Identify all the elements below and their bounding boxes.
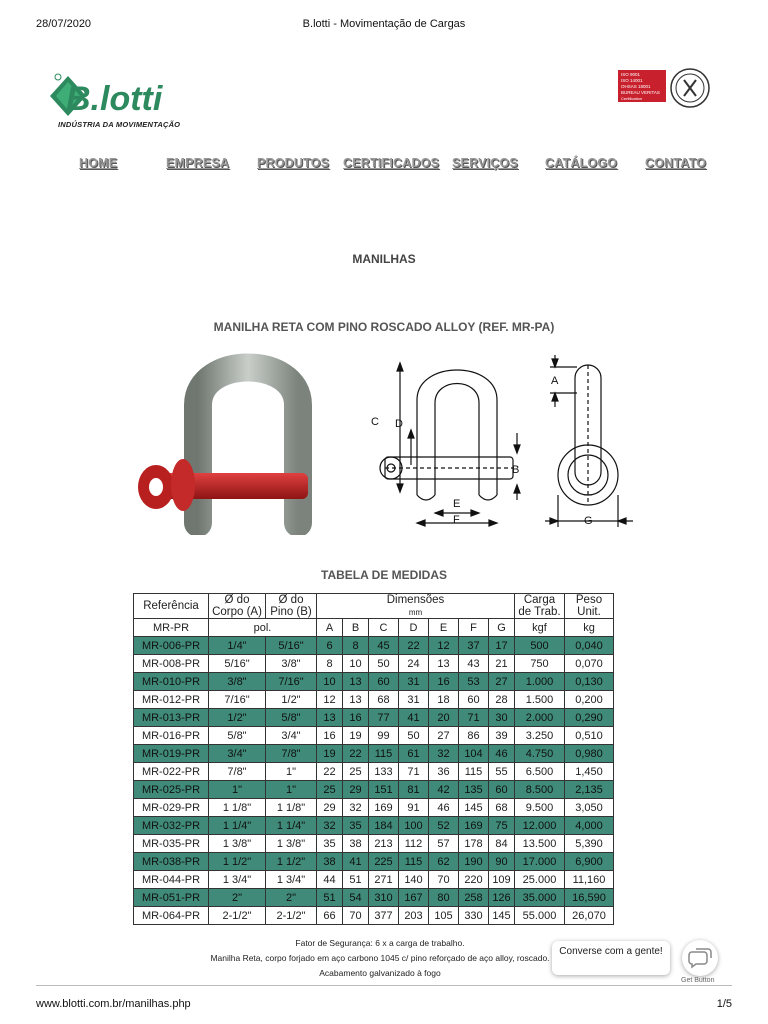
row-cell: 21 (489, 655, 515, 673)
row-cell: 3.250 (515, 727, 565, 745)
row-cell: 66 (317, 907, 343, 925)
chat-bubble[interactable]: Converse com a gente! (552, 941, 670, 975)
table-row (134, 907, 614, 925)
row-cell: 37 (459, 637, 489, 655)
row-cell: 7/8" (209, 763, 266, 781)
row-cell: 70 (343, 907, 369, 925)
row-cell: 377 (369, 907, 399, 925)
row-cell: 62 (429, 853, 459, 871)
row-reference: MR-035-PR (134, 835, 209, 853)
svg-text:ISO 9001: ISO 9001 (621, 72, 641, 77)
svg-text:B: B (512, 464, 520, 476)
nav-certificados[interactable]: CERTIFICADOS (343, 156, 440, 170)
row-cell: 1/2" (266, 691, 317, 709)
header-carga: Carga de Trab. (515, 594, 565, 619)
row-cell: 4,000 (565, 817, 614, 835)
row-cell: 99 (369, 727, 399, 745)
row-cell: 12 (317, 691, 343, 709)
row-cell: 178 (459, 835, 489, 853)
print-date: 28/07/2020 (36, 18, 92, 30)
row-cell: 70 (429, 871, 459, 889)
row-cell: 27 (489, 673, 515, 691)
shackle-dimension-drawing (355, 345, 645, 535)
nav-servicos[interactable]: SERVIÇOS (452, 156, 518, 170)
row-cell: 6 (317, 637, 343, 655)
brand-tagline: INDÚSTRIA DA MOVIMENTAÇÃO (58, 120, 181, 129)
row-cell: 3,050 (565, 799, 614, 817)
svg-text:G: G (584, 515, 593, 527)
shackle-photo (128, 345, 328, 535)
measurements-body (134, 637, 614, 925)
row-cell: 750 (515, 655, 565, 673)
row-cell: 36 (429, 763, 459, 781)
table-row (134, 853, 614, 871)
row-cell: 57 (429, 835, 459, 853)
table-row (134, 745, 614, 763)
row-cell: 35 (317, 835, 343, 853)
row-cell: 61 (399, 745, 429, 763)
row-cell: 10 (317, 673, 343, 691)
table-row (134, 817, 614, 835)
page-title: MANILHAS (352, 252, 416, 266)
row-cell: 25.000 (515, 871, 565, 889)
row-cell: 271 (369, 871, 399, 889)
row-cell: 19 (317, 745, 343, 763)
row-cell: 38 (317, 853, 343, 871)
nav-home[interactable]: HOME (79, 156, 118, 170)
table-row (134, 655, 614, 673)
row-cell: 184 (369, 817, 399, 835)
row-cell: 5/16" (266, 637, 317, 655)
row-cell: 115 (369, 745, 399, 763)
row-cell: 1" (266, 763, 317, 781)
row-reference: MR-025-PR (134, 781, 209, 799)
row-cell: 5/8" (266, 709, 317, 727)
row-reference: MR-038-PR (134, 853, 209, 871)
row-cell: 9.500 (515, 799, 565, 817)
row-cell: 213 (369, 835, 399, 853)
table-row (134, 889, 614, 907)
logo-wordmark: B.lotti (66, 80, 163, 118)
row-cell: 26,070 (565, 907, 614, 925)
row-reference: MR-064-PR (134, 907, 209, 925)
row-cell: 12.000 (515, 817, 565, 835)
row-cell: 100 (399, 817, 429, 835)
row-cell: 330 (459, 907, 489, 925)
row-cell: 80 (429, 889, 459, 907)
row-cell: 0,130 (565, 673, 614, 691)
row-cell: 5/16" (209, 655, 266, 673)
row-cell: 8 (343, 637, 369, 655)
row-reference: MR-051-PR (134, 889, 209, 907)
row-cell: 46 (489, 745, 515, 763)
row-reference: MR-016-PR (134, 727, 209, 745)
row-cell: 16 (343, 709, 369, 727)
row-cell: 0,510 (565, 727, 614, 745)
row-cell: 1 1/8" (209, 799, 266, 817)
note-safety-factor: Fator de Segurança: 6 x a carga de trabalho. (295, 938, 465, 948)
row-cell: 1 1/8" (266, 799, 317, 817)
row-cell: 1 1/2" (266, 853, 317, 871)
row-cell: 28 (489, 691, 515, 709)
row-cell: 54 (343, 889, 369, 907)
row-cell: 145 (459, 799, 489, 817)
table-title: TABELA DE MEDIDAS (321, 568, 447, 582)
certification-badge (618, 68, 718, 112)
row-cell: 32 (343, 799, 369, 817)
row-cell: 310 (369, 889, 399, 907)
row-cell: 3/4" (209, 745, 266, 763)
row-cell: 30 (489, 709, 515, 727)
table-row (134, 673, 614, 691)
row-cell: 91 (399, 799, 429, 817)
print-url: www.blotti.com.br/manilhas.php (36, 998, 191, 1010)
header-pino: Ø do Pino (B) (266, 594, 317, 619)
row-reference: MR-022-PR (134, 763, 209, 781)
row-reference: MR-032-PR (134, 817, 209, 835)
main-nav (36, 156, 732, 176)
row-cell: 115 (399, 853, 429, 871)
row-cell: 39 (489, 727, 515, 745)
print-title: B.lotti - Movimentação de Cargas (302, 18, 466, 30)
note-finish: Acabamento galvanizado à fogo (319, 968, 441, 978)
row-cell: 43 (459, 655, 489, 673)
row-reference: MR-010-PR (134, 673, 209, 691)
row-reference: MR-019-PR (134, 745, 209, 763)
row-cell: 12 (429, 637, 459, 655)
nav-empresa[interactable]: EMPRESA (166, 156, 230, 170)
row-cell: 16 (317, 727, 343, 745)
row-cell: 16,590 (565, 889, 614, 907)
row-cell: 140 (399, 871, 429, 889)
row-cell: 105 (429, 907, 459, 925)
row-cell: 0,980 (565, 745, 614, 763)
table-row (134, 691, 614, 709)
row-cell: 1 3/4" (266, 871, 317, 889)
header-corpo: Ø do Corpo (A) (209, 594, 266, 619)
header-referencia: Referência (134, 594, 209, 619)
row-cell: 2-1/2" (209, 907, 266, 925)
nav-contato[interactable]: CONTATO (645, 156, 707, 170)
table-row (134, 835, 614, 853)
row-reference: MR-013-PR (134, 709, 209, 727)
row-cell: 35.000 (515, 889, 565, 907)
row-cell: 86 (459, 727, 489, 745)
row-cell: 8.500 (515, 781, 565, 799)
row-cell: 115 (459, 763, 489, 781)
row-cell: 1 1/4" (266, 817, 317, 835)
logo-mark-icon (48, 72, 188, 122)
row-cell: 1" (266, 781, 317, 799)
row-cell: 55 (489, 763, 515, 781)
row-cell: 27 (429, 727, 459, 745)
row-cell: 3/4" (266, 727, 317, 745)
row-cell: 32 (317, 817, 343, 835)
row-cell: 1/2" (209, 709, 266, 727)
row-cell: 29 (343, 781, 369, 799)
row-cell: 31 (399, 691, 429, 709)
row-cell: 2-1/2" (266, 907, 317, 925)
row-cell: 2.000 (515, 709, 565, 727)
svg-text:A: A (551, 375, 559, 387)
row-cell: 167 (399, 889, 429, 907)
row-cell: 50 (369, 655, 399, 673)
row-cell: 7/16" (266, 673, 317, 691)
nav-produtos[interactable]: PRODUTOS (257, 156, 330, 170)
row-cell: 145 (489, 907, 515, 925)
product-notes (150, 936, 610, 981)
footer-divider (36, 985, 732, 986)
row-cell: 169 (369, 799, 399, 817)
print-page-number: 1/5 (716, 998, 732, 1010)
row-cell: 2" (209, 889, 266, 907)
row-cell: 19 (343, 727, 369, 745)
chat-icon (682, 940, 718, 976)
row-reference: MR-044-PR (134, 871, 209, 889)
row-cell: 104 (459, 745, 489, 763)
row-cell: 22 (317, 763, 343, 781)
row-cell: 38 (343, 835, 369, 853)
row-cell: 13 (343, 673, 369, 691)
row-cell: 53 (459, 673, 489, 691)
row-cell: 169 (459, 817, 489, 835)
row-cell: 0,290 (565, 709, 614, 727)
row-cell: 0,040 (565, 637, 614, 655)
row-cell: 1/4" (209, 637, 266, 655)
get-button-label[interactable]: Get Button (681, 977, 715, 984)
row-cell: 1.000 (515, 673, 565, 691)
row-cell: 51 (343, 871, 369, 889)
row-cell: 60 (489, 781, 515, 799)
row-reference: MR-012-PR (134, 691, 209, 709)
row-cell: 1" (209, 781, 266, 799)
row-cell: 3/8" (209, 673, 266, 691)
row-cell: 220 (459, 871, 489, 889)
row-cell: 81 (399, 781, 429, 799)
row-cell: 126 (489, 889, 515, 907)
row-cell: 10 (343, 655, 369, 673)
row-cell: 90 (489, 853, 515, 871)
row-cell: 50 (399, 727, 429, 745)
row-cell: 2" (266, 889, 317, 907)
row-cell: 11,160 (565, 871, 614, 889)
row-cell: 1 3/8" (266, 835, 317, 853)
row-cell: 6.500 (515, 763, 565, 781)
row-cell: 20 (429, 709, 459, 727)
row-cell: 41 (343, 853, 369, 871)
row-cell: 68 (369, 691, 399, 709)
row-cell: 7/8" (266, 745, 317, 763)
row-cell: 1,450 (565, 763, 614, 781)
row-cell: 31 (399, 673, 429, 691)
row-cell: 77 (369, 709, 399, 727)
row-cell: 109 (489, 871, 515, 889)
row-cell: 5/8" (209, 727, 266, 745)
measurements-table (133, 593, 614, 925)
row-cell: 25 (317, 781, 343, 799)
row-cell: 75 (489, 817, 515, 835)
row-cell: 112 (399, 835, 429, 853)
row-cell: 0,070 (565, 655, 614, 673)
header-peso: Peso Unit. (565, 594, 614, 619)
row-cell: 225 (369, 853, 399, 871)
table-row (134, 727, 614, 745)
row-cell: 133 (369, 763, 399, 781)
row-cell: 151 (369, 781, 399, 799)
note-material: Manilha Reta, corpo forjado em aço carbono 1045 c/ pino reforçado de aço alloy, roscado. (210, 953, 550, 963)
row-cell: 7/16" (209, 691, 266, 709)
svg-text:F: F (453, 514, 460, 526)
row-cell: 22 (343, 745, 369, 763)
row-cell: 500 (515, 637, 565, 655)
row-cell: 1 3/4" (209, 871, 266, 889)
row-cell: 5,390 (565, 835, 614, 853)
row-cell: 13 (317, 709, 343, 727)
row-cell: 190 (459, 853, 489, 871)
row-cell: 13 (343, 691, 369, 709)
product-title: MANILHA RETA COM PINO ROSCADO ALLOY (REF. MR-PA) (213, 320, 555, 334)
header-dimensoes: Dimensões mm (317, 594, 515, 619)
row-cell: 71 (459, 709, 489, 727)
row-reference: MR-006-PR (134, 637, 209, 655)
table-row (134, 763, 614, 781)
table-row (134, 799, 614, 817)
row-cell: 32 (429, 745, 459, 763)
svg-text:E: E (453, 498, 461, 510)
row-cell: 16 (429, 673, 459, 691)
row-cell: 1 1/2" (209, 853, 266, 871)
table-row (134, 781, 614, 799)
table-row (134, 709, 614, 727)
row-reference: MR-029-PR (134, 799, 209, 817)
row-cell: 41 (399, 709, 429, 727)
subheader-row: MR-PR pol. A B C D E F G kgf kg (134, 619, 614, 637)
row-cell: 42 (429, 781, 459, 799)
svg-text:D: D (395, 418, 403, 430)
svg-text:ISO 14001: ISO 14001 (621, 78, 643, 83)
row-cell: 2,135 (565, 781, 614, 799)
row-cell: 203 (399, 907, 429, 925)
chat-button[interactable] (682, 940, 718, 976)
row-cell: 13 (429, 655, 459, 673)
row-cell: 17 (489, 637, 515, 655)
row-cell: 4.750 (515, 745, 565, 763)
row-cell: 84 (489, 835, 515, 853)
row-cell: 25 (343, 763, 369, 781)
svg-text:BUREAU VERITAS: BUREAU VERITAS (621, 90, 660, 95)
row-cell: 3/8" (266, 655, 317, 673)
row-cell: 24 (399, 655, 429, 673)
svg-text:OHSAS 18001: OHSAS 18001 (621, 84, 651, 89)
row-cell: 35 (343, 817, 369, 835)
row-cell: 44 (317, 871, 343, 889)
table-row (134, 637, 614, 655)
row-cell: 6,900 (565, 853, 614, 871)
row-cell: 1 1/4" (209, 817, 266, 835)
table-row (134, 871, 614, 889)
row-reference: MR-008-PR (134, 655, 209, 673)
row-cell: 68 (489, 799, 515, 817)
nav-catalogo[interactable]: CATÁLOGO (545, 156, 618, 170)
row-cell: 135 (459, 781, 489, 799)
row-cell: 1.500 (515, 691, 565, 709)
row-cell: 45 (369, 637, 399, 655)
row-cell: 60 (369, 673, 399, 691)
row-cell: 258 (459, 889, 489, 907)
row-cell: 60 (459, 691, 489, 709)
row-cell: 29 (317, 799, 343, 817)
row-cell: 13.500 (515, 835, 565, 853)
row-cell: 0,200 (565, 691, 614, 709)
print-footer (0, 994, 768, 1024)
brand-logo[interactable] (48, 72, 188, 134)
row-cell: 46 (429, 799, 459, 817)
row-cell: 17.000 (515, 853, 565, 871)
row-cell: 55.000 (515, 907, 565, 925)
row-cell: 52 (429, 817, 459, 835)
row-cell: 22 (399, 637, 429, 655)
row-cell: 1 3/8" (209, 835, 266, 853)
row-cell: 51 (317, 889, 343, 907)
row-cell: 71 (399, 763, 429, 781)
svg-text:C: C (371, 416, 379, 428)
print-header (0, 0, 768, 40)
svg-text:Certification: Certification (621, 96, 643, 101)
row-cell: 18 (429, 691, 459, 709)
row-cell: 8 (317, 655, 343, 673)
